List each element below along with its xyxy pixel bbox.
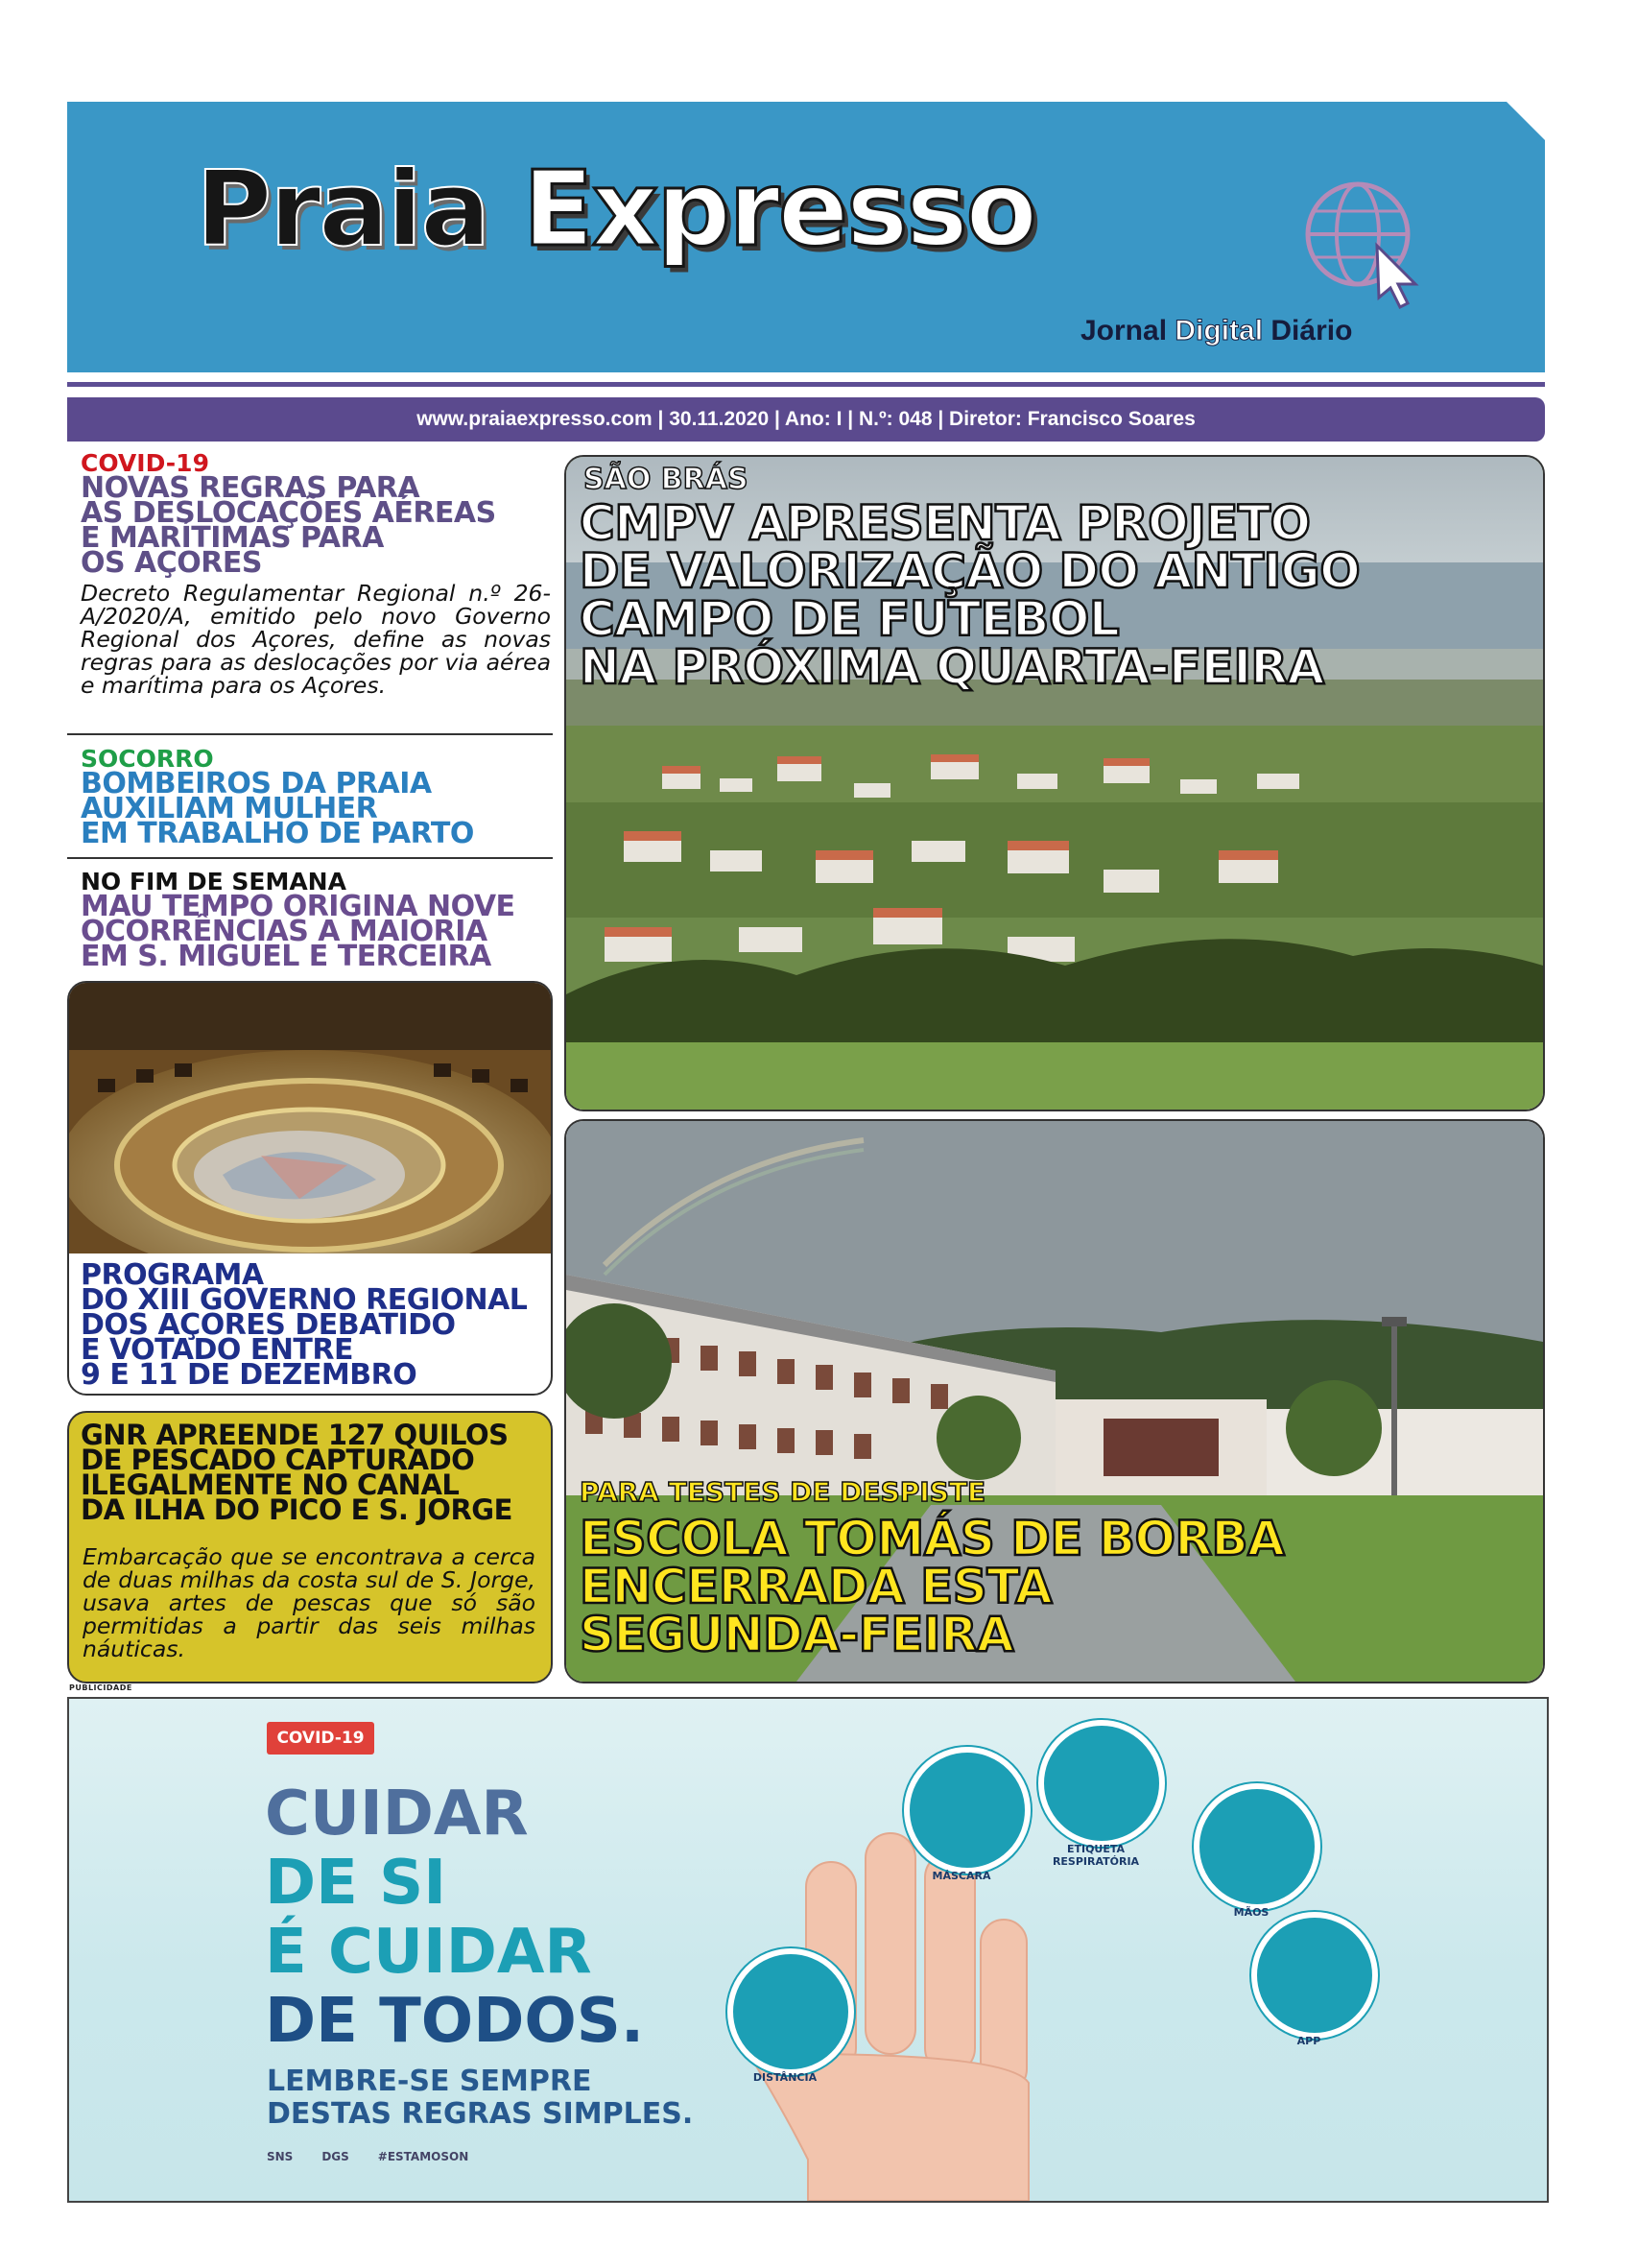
distance-icon xyxy=(727,1948,854,2075)
story-gnr[interactable] xyxy=(67,1411,553,1683)
title-word-expresso: Expresso xyxy=(522,150,1035,270)
ad-footer-logos xyxy=(267,2150,468,2163)
story-kicker: NO FIM DE SEMANA xyxy=(81,868,346,895)
headline-line: CAMPO DE FUTEBOL xyxy=(580,591,1120,647)
estamoson-logo: #ESTAMOSON xyxy=(377,2150,469,2163)
headline-line: ESCOLA TOMÁS DE BORBA xyxy=(580,1511,1285,1566)
headline-line: PROGRAMA xyxy=(81,1258,264,1292)
app-icon xyxy=(1251,1912,1378,2039)
headline-line: EM S. MIGUEL E TERCEIRA xyxy=(81,940,491,973)
story-headline xyxy=(81,471,551,580)
headline-line: DA ILHA DO PICO E S. JORGE xyxy=(81,1493,512,1526)
story-headline xyxy=(81,1258,528,1392)
story-covid[interactable] xyxy=(81,451,551,697)
mask-label: MÁSCARA xyxy=(932,1870,991,1882)
story-kicker: PARA TESTES DE DESPISTE xyxy=(580,1476,986,1508)
sns-logo: SNS xyxy=(267,2150,294,2163)
info-rule xyxy=(67,382,1545,387)
ad-tagline-line: DESTAS REGRAS SIMPLES. xyxy=(267,2097,694,2131)
headline-line: AS DESLOCAÇÕES AÉREAS xyxy=(81,496,496,530)
subtitle-part2: Digital xyxy=(1175,315,1264,346)
dgs-logo: DGS xyxy=(321,2150,349,2163)
ad-headline xyxy=(265,1779,644,2056)
story-weather[interactable] xyxy=(81,868,551,973)
headline-line: SEGUNDA-FEIRA xyxy=(580,1607,1014,1662)
headline-line: DOS AÇORES DEBATIDO xyxy=(81,1308,456,1342)
headline-line: AUXILIAM MULHER xyxy=(81,792,378,825)
story-headline xyxy=(81,1419,512,1526)
headline-line: NA PRÓXIMA QUARTA-FEIRA xyxy=(580,639,1324,695)
story-headline xyxy=(580,1511,1285,1662)
headline-line: DE VALORIZAÇÃO DO ANTIGO xyxy=(580,543,1361,599)
headline-line: ILEGALMENTE NO CANAL xyxy=(81,1468,460,1501)
separator xyxy=(67,733,553,735)
story-lead: Embarcação que se encontrava a cerca de duas milhas da costa sul de S. Jorge, usava artes de pescas que só são permitidas a partir das seis milhas náuticas. xyxy=(83,1543,535,1662)
story-programa[interactable] xyxy=(67,981,553,1396)
subtitle-part3: Diário xyxy=(1263,315,1353,346)
issue-info-bar: www.praiaexpresso.com | 30.11.2020 | Ano: I | N.º: 048 | Diretor: Francisco Soares xyxy=(67,397,1545,442)
separator xyxy=(67,857,553,859)
covid-badge: COVID-19 xyxy=(267,1722,374,1755)
headline-line: GNR APREENDE 127 QUILOS xyxy=(81,1419,509,1451)
story-headline xyxy=(81,890,551,973)
headline-line: EM TRABALHO DE PARTO xyxy=(81,817,474,850)
story-kicker: SÃO BRÁS xyxy=(583,463,748,496)
story-socorro[interactable] xyxy=(81,745,551,850)
ad-headline-line: DE TODOS. xyxy=(265,1986,645,2057)
ad-tagline xyxy=(267,2065,693,2131)
headline-line: E VOTADO ENTRE xyxy=(81,1333,353,1367)
parliament-photo xyxy=(69,983,551,1253)
story-kicker: COVID-19 xyxy=(81,449,209,477)
ad-headline-line: DE SI xyxy=(265,1848,447,1919)
hands-label: MÃOS xyxy=(1233,1906,1270,1919)
headline-line: NOVAS REGRAS PARA xyxy=(81,471,420,505)
headline-line: DE PESCADO CAPTURADO xyxy=(81,1444,475,1476)
story-saobras[interactable] xyxy=(564,455,1545,1111)
headline-line: ENCERRADA ESTA xyxy=(580,1559,1053,1614)
headline-line: OCORRÊNCIAS A MAIORIA xyxy=(81,915,487,948)
respiratory-etiquette-icon xyxy=(1038,1720,1165,1847)
app-label: APP xyxy=(1296,2035,1321,2047)
ad-tagline-line: LEMBRE-SE SEMPRE xyxy=(267,2065,592,2098)
story-lead: Decreto Regulamentar Regional n.º 26-A/2020/A, emitido pelo novo Governo Regional dos Açores, define as novas regras para as deslocações por via aérea e marítima para os Açores. xyxy=(81,580,551,699)
masthead-title xyxy=(196,150,1035,270)
ad-headline-line: É CUIDAR xyxy=(265,1917,592,1988)
headline-line: 9 E 11 DE DEZEMBRO xyxy=(81,1358,417,1392)
story-headline xyxy=(81,767,551,850)
hands-icon xyxy=(1194,1783,1320,1910)
distance-label: DISTÂNCIA xyxy=(752,2071,818,2084)
story-escola[interactable] xyxy=(564,1119,1545,1683)
advertising-label: PUBLICIDADE xyxy=(69,1683,132,1692)
masthead-subtitle xyxy=(1080,315,1352,347)
story-headline xyxy=(580,495,1361,695)
story-kicker: SOCORRO xyxy=(81,745,214,773)
ad-headline-line: CUIDAR xyxy=(265,1779,529,1850)
covid-advertisement[interactable] xyxy=(67,1697,1549,2203)
headline-line: OS AÇORES xyxy=(81,546,262,580)
headline-line: E MARÍTIMAS PARA xyxy=(81,521,384,555)
headline-line: CMPV APRESENTA PROJETO xyxy=(580,495,1311,551)
headline-line: BOMBEIROS DA PRAIA xyxy=(81,767,432,800)
headline-line: DO XIII GOVERNO REGIONAL xyxy=(81,1283,528,1317)
subtitle-part1: Jornal xyxy=(1080,315,1175,346)
respiratory-etiquette-label: ETIQUETA RESPIRATÓRIA xyxy=(1052,1843,1140,1868)
title-word-praia: Praia xyxy=(196,150,489,270)
mask-icon xyxy=(904,1747,1031,1874)
headline-line: MAU TEMPO ORIGINA NOVE xyxy=(81,890,515,923)
